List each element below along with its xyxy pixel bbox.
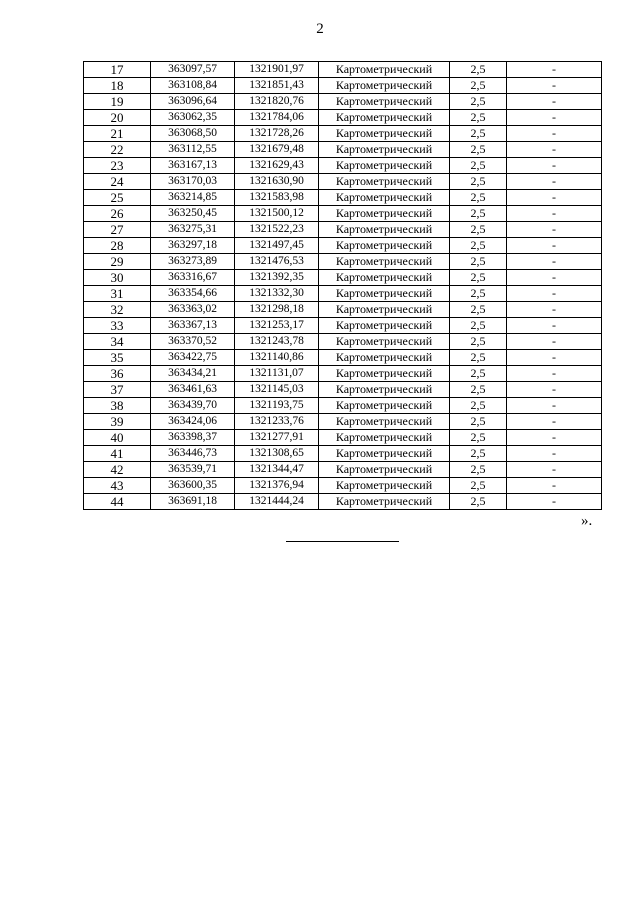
description-cell: - (507, 190, 602, 206)
y-coordinate-cell: 1321500,12 (235, 206, 319, 222)
description-cell: - (507, 94, 602, 110)
y-coordinate-cell: 1321679,48 (235, 142, 319, 158)
table-row (84, 382, 602, 398)
y-coordinate-cell: 1321476,53 (235, 254, 319, 270)
description-cell: - (507, 302, 602, 318)
x-coordinate-cell: 363273,89 (151, 254, 235, 270)
y-coordinate-cell: 1321392,35 (235, 270, 319, 286)
x-coordinate-cell: 363170,03 (151, 174, 235, 190)
y-coordinate-cell: 1321784,06 (235, 110, 319, 126)
table-row (84, 254, 602, 270)
point-number-cell: 20 (84, 110, 151, 126)
description-cell: - (507, 126, 602, 142)
table-row (84, 430, 602, 446)
x-coordinate-cell: 363250,45 (151, 206, 235, 222)
description-cell: - (507, 270, 602, 286)
table-row (84, 142, 602, 158)
table-row (84, 462, 602, 478)
precision-cell: 2,5 (450, 494, 507, 510)
x-coordinate-cell: 363446,73 (151, 446, 235, 462)
method-cell: Картометрический (319, 206, 450, 222)
point-number-cell: 28 (84, 238, 151, 254)
table-row (84, 62, 602, 78)
precision-cell: 2,5 (450, 254, 507, 270)
point-number-cell: 38 (84, 398, 151, 414)
description-cell: - (507, 142, 602, 158)
method-cell: Картометрический (319, 366, 450, 382)
description-cell: - (507, 206, 602, 222)
y-coordinate-cell: 1321444,24 (235, 494, 319, 510)
precision-cell: 2,5 (450, 238, 507, 254)
x-coordinate-cell: 363370,52 (151, 334, 235, 350)
precision-cell: 2,5 (450, 334, 507, 350)
method-cell: Картометрический (319, 446, 450, 462)
method-cell: Картометрический (319, 190, 450, 206)
table-row (84, 94, 602, 110)
coordinates-table (83, 61, 602, 510)
point-number-cell: 21 (84, 126, 151, 142)
x-coordinate-cell: 363112,55 (151, 142, 235, 158)
point-number-cell: 33 (84, 318, 151, 334)
precision-cell: 2,5 (450, 190, 507, 206)
x-coordinate-cell: 363691,18 (151, 494, 235, 510)
precision-cell: 2,5 (450, 366, 507, 382)
y-coordinate-cell: 1321344,47 (235, 462, 319, 478)
description-cell: - (507, 494, 602, 510)
description-cell: - (507, 478, 602, 494)
description-cell: - (507, 430, 602, 446)
x-coordinate-cell: 363600,35 (151, 478, 235, 494)
precision-cell: 2,5 (450, 78, 507, 94)
y-coordinate-cell: 1321140,86 (235, 350, 319, 366)
point-number-cell: 44 (84, 494, 151, 510)
description-cell: - (507, 414, 602, 430)
method-cell: Картометрический (319, 126, 450, 142)
x-coordinate-cell: 363539,71 (151, 462, 235, 478)
x-coordinate-cell: 363367,13 (151, 318, 235, 334)
point-number-cell: 19 (84, 94, 151, 110)
precision-cell: 2,5 (450, 414, 507, 430)
description-cell: - (507, 398, 602, 414)
method-cell: Картометрический (319, 254, 450, 270)
table-row (84, 190, 602, 206)
x-coordinate-cell: 363108,84 (151, 78, 235, 94)
table-row (84, 414, 602, 430)
method-cell: Картометрический (319, 462, 450, 478)
table-row (84, 286, 602, 302)
point-number-cell: 29 (84, 254, 151, 270)
description-cell: - (507, 382, 602, 398)
description-cell: - (507, 110, 602, 126)
description-cell: - (507, 62, 602, 78)
coordinates-table-body (84, 62, 602, 510)
method-cell: Картометрический (319, 270, 450, 286)
point-number-cell: 34 (84, 334, 151, 350)
x-coordinate-cell: 363068,50 (151, 126, 235, 142)
precision-cell: 2,5 (450, 350, 507, 366)
method-cell: Картометрический (319, 62, 450, 78)
y-coordinate-cell: 1321233,76 (235, 414, 319, 430)
description-cell: - (507, 238, 602, 254)
precision-cell: 2,5 (450, 126, 507, 142)
method-cell: Картометрический (319, 302, 450, 318)
x-coordinate-cell: 363363,02 (151, 302, 235, 318)
y-coordinate-cell: 1321332,30 (235, 286, 319, 302)
description-cell: - (507, 446, 602, 462)
precision-cell: 2,5 (450, 142, 507, 158)
y-coordinate-cell: 1321583,98 (235, 190, 319, 206)
description-cell: - (507, 462, 602, 478)
table-row (84, 174, 602, 190)
x-coordinate-cell: 363434,21 (151, 366, 235, 382)
x-coordinate-cell: 363461,63 (151, 382, 235, 398)
precision-cell: 2,5 (450, 94, 507, 110)
description-cell: - (507, 158, 602, 174)
point-number-cell: 23 (84, 158, 151, 174)
table-row (84, 126, 602, 142)
table-row (84, 238, 602, 254)
point-number-cell: 26 (84, 206, 151, 222)
point-number-cell: 17 (84, 62, 151, 78)
precision-cell: 2,5 (450, 382, 507, 398)
description-cell: - (507, 334, 602, 350)
description-cell: - (507, 222, 602, 238)
method-cell: Картометрический (319, 382, 450, 398)
method-cell: Картометрический (319, 238, 450, 254)
table-row (84, 110, 602, 126)
y-coordinate-cell: 1321131,07 (235, 366, 319, 382)
x-coordinate-cell: 363096,64 (151, 94, 235, 110)
point-number-cell: 41 (84, 446, 151, 462)
x-coordinate-cell: 363316,67 (151, 270, 235, 286)
precision-cell: 2,5 (450, 478, 507, 494)
y-coordinate-cell: 1321630,90 (235, 174, 319, 190)
table-row (84, 446, 602, 462)
method-cell: Картометрический (319, 110, 450, 126)
table-row (84, 494, 602, 510)
x-coordinate-cell: 363167,13 (151, 158, 235, 174)
precision-cell: 2,5 (450, 286, 507, 302)
description-cell: - (507, 350, 602, 366)
method-cell: Картометрический (319, 430, 450, 446)
precision-cell: 2,5 (450, 270, 507, 286)
description-cell: - (507, 174, 602, 190)
point-number-cell: 39 (84, 414, 151, 430)
point-number-cell: 27 (84, 222, 151, 238)
x-coordinate-cell: 363422,75 (151, 350, 235, 366)
y-coordinate-cell: 1321145,03 (235, 382, 319, 398)
precision-cell: 2,5 (450, 222, 507, 238)
precision-cell: 2,5 (450, 174, 507, 190)
x-coordinate-cell: 363424,06 (151, 414, 235, 430)
point-number-cell: 37 (84, 382, 151, 398)
point-number-cell: 35 (84, 350, 151, 366)
y-coordinate-cell: 1321376,94 (235, 478, 319, 494)
point-number-cell: 40 (84, 430, 151, 446)
method-cell: Картометрический (319, 286, 450, 302)
point-number-cell: 18 (84, 78, 151, 94)
method-cell: Картометрический (319, 334, 450, 350)
method-cell: Картометрический (319, 414, 450, 430)
x-coordinate-cell: 363275,31 (151, 222, 235, 238)
table-row (84, 334, 602, 350)
method-cell: Картометрический (319, 494, 450, 510)
method-cell: Картометрический (319, 174, 450, 190)
y-coordinate-cell: 1321308,65 (235, 446, 319, 462)
x-coordinate-cell: 363214,85 (151, 190, 235, 206)
y-coordinate-cell: 1321253,17 (235, 318, 319, 334)
precision-cell: 2,5 (450, 206, 507, 222)
method-cell: Картометрический (319, 398, 450, 414)
point-number-cell: 30 (84, 270, 151, 286)
point-number-cell: 43 (84, 478, 151, 494)
precision-cell: 2,5 (450, 302, 507, 318)
point-number-cell: 31 (84, 286, 151, 302)
precision-cell: 2,5 (450, 158, 507, 174)
table-row (84, 78, 602, 94)
method-cell: Картометрический (319, 142, 450, 158)
y-coordinate-cell: 1321298,18 (235, 302, 319, 318)
method-cell: Картометрический (319, 318, 450, 334)
method-cell: Картометрический (319, 222, 450, 238)
y-coordinate-cell: 1321629,43 (235, 158, 319, 174)
description-cell: - (507, 366, 602, 382)
point-number-cell: 24 (84, 174, 151, 190)
point-number-cell: 22 (84, 142, 151, 158)
point-number-cell: 32 (84, 302, 151, 318)
precision-cell: 2,5 (450, 430, 507, 446)
point-number-cell: 25 (84, 190, 151, 206)
method-cell: Картометрический (319, 158, 450, 174)
method-cell: Картометрический (319, 350, 450, 366)
x-coordinate-cell: 363439,70 (151, 398, 235, 414)
y-coordinate-cell: 1321901,97 (235, 62, 319, 78)
method-cell: Картометрический (319, 94, 450, 110)
precision-cell: 2,5 (450, 446, 507, 462)
y-coordinate-cell: 1321728,26 (235, 126, 319, 142)
description-cell: - (507, 286, 602, 302)
y-coordinate-cell: 1321820,76 (235, 94, 319, 110)
method-cell: Картометрический (319, 478, 450, 494)
description-cell: - (507, 254, 602, 270)
precision-cell: 2,5 (450, 62, 507, 78)
table-row (84, 270, 602, 286)
precision-cell: 2,5 (450, 398, 507, 414)
table-row (84, 398, 602, 414)
precision-cell: 2,5 (450, 462, 507, 478)
table-row (84, 158, 602, 174)
end-rule (286, 541, 399, 542)
point-number-cell: 36 (84, 366, 151, 382)
x-coordinate-cell: 363354,66 (151, 286, 235, 302)
page-number: 2 (316, 21, 324, 37)
x-coordinate-cell: 363062,35 (151, 110, 235, 126)
precision-cell: 2,5 (450, 110, 507, 126)
y-coordinate-cell: 1321497,45 (235, 238, 319, 254)
table-row (84, 318, 602, 334)
closing-quote: ». (581, 513, 593, 529)
description-cell: - (507, 318, 602, 334)
table-row (84, 222, 602, 238)
y-coordinate-cell: 1321851,43 (235, 78, 319, 94)
table-row (84, 302, 602, 318)
x-coordinate-cell: 363097,57 (151, 62, 235, 78)
precision-cell: 2,5 (450, 318, 507, 334)
point-number-cell: 42 (84, 462, 151, 478)
description-cell: - (507, 78, 602, 94)
table-row (84, 350, 602, 366)
y-coordinate-cell: 1321243,78 (235, 334, 319, 350)
table-row (84, 478, 602, 494)
table-row (84, 366, 602, 382)
y-coordinate-cell: 1321522,23 (235, 222, 319, 238)
x-coordinate-cell: 363297,18 (151, 238, 235, 254)
y-coordinate-cell: 1321277,91 (235, 430, 319, 446)
y-coordinate-cell: 1321193,75 (235, 398, 319, 414)
table-row (84, 206, 602, 222)
method-cell: Картометрический (319, 78, 450, 94)
x-coordinate-cell: 363398,37 (151, 430, 235, 446)
